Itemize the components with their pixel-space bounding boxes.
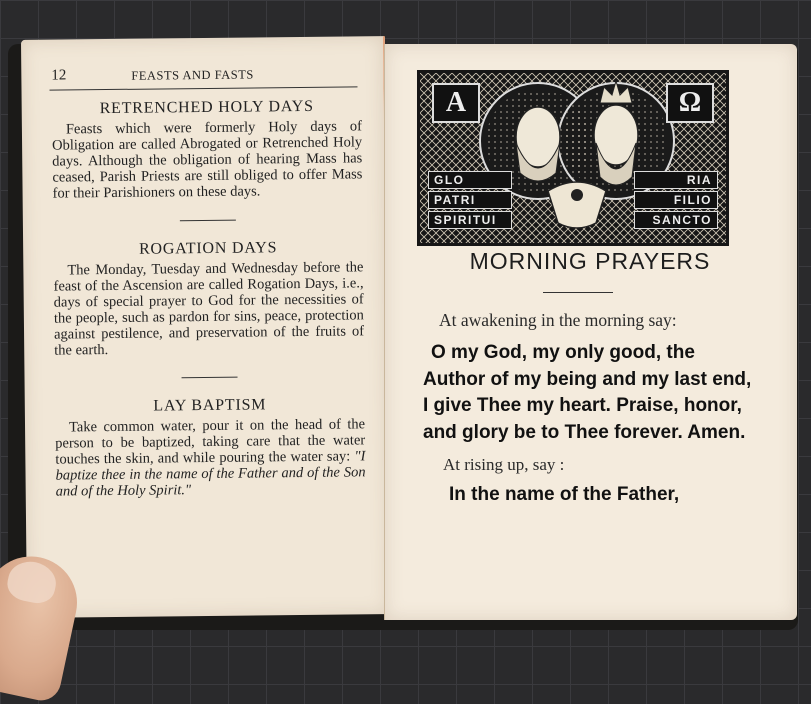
prayer-rising: In the name of the Father,	[449, 484, 680, 505]
prayer-awakening: O my God, my only good, the Author of my being and my last end, I give Thee my heart. Praise, honor, and glory be to Thee forever. Amen.	[423, 342, 752, 443]
omega-symbol: Ω	[666, 83, 714, 123]
right-page	[384, 44, 797, 620]
alpha-symbol: A	[432, 83, 480, 123]
title-divider	[543, 292, 613, 293]
page-title: MORNING PRAYERS	[469, 248, 711, 274]
section-divider	[180, 220, 236, 222]
left-page	[21, 36, 391, 618]
section-title-lay-baptism: LAY BAPTISM	[153, 396, 267, 415]
engraving-word: GLO	[428, 171, 512, 189]
instruction-rising: At rising up, say :	[443, 455, 565, 474]
gloria-words-right	[634, 169, 718, 231]
section-title-retrenched: RETRENCHED HOLY DAYS	[99, 97, 314, 118]
engraving-word: SPIRITUI	[428, 211, 512, 229]
engraving-word: PATRI	[428, 191, 512, 209]
lay-baptism-text: Take common water, pour it on the head of the person to be baptized, taking care that the water touches the skin, and while pouring the water say:	[55, 416, 366, 468]
left-page-content	[52, 94, 366, 499]
section-divider	[182, 377, 238, 379]
trinity-engraving	[417, 70, 729, 246]
right-page-content	[423, 308, 753, 508]
section-title-rogation: ROGATION DAYS	[138, 239, 278, 258]
page-header	[49, 64, 357, 90]
section-body-rogation: The Monday, Tuesday and Wednesday before the feast of the Ascension are called Rogation Days, i.e., days of special prayer to God for the necessities of the people, such as pardon for sins, peace, protection against pestilence, and preservation of the fruits of the earth.	[53, 259, 365, 359]
instruction-awakening: At awakening in the morning say:	[439, 310, 677, 330]
section-body-retrenched: Feasts which were formerly Holy days of Obligation are called Abrogated or Retrenched Holy days. Although the obligation of hearing Mass has ceased, Parish Priests are still obliged to offer Mass for their Parishioners on these days.	[52, 118, 363, 202]
running-head: FEASTS AND FASTS	[131, 67, 254, 83]
engraving-word: FILIO	[634, 191, 718, 209]
page-number: 12	[51, 67, 67, 84]
engraving-word: SANCTO	[634, 211, 718, 229]
engraving-word: RIA	[634, 171, 718, 189]
baptism-formula: "I baptize thee in the name of the Father and of the Son and of the Holy Spirit."	[55, 448, 366, 500]
section-body-lay-baptism	[55, 416, 366, 499]
gloria-words-left	[428, 169, 512, 231]
